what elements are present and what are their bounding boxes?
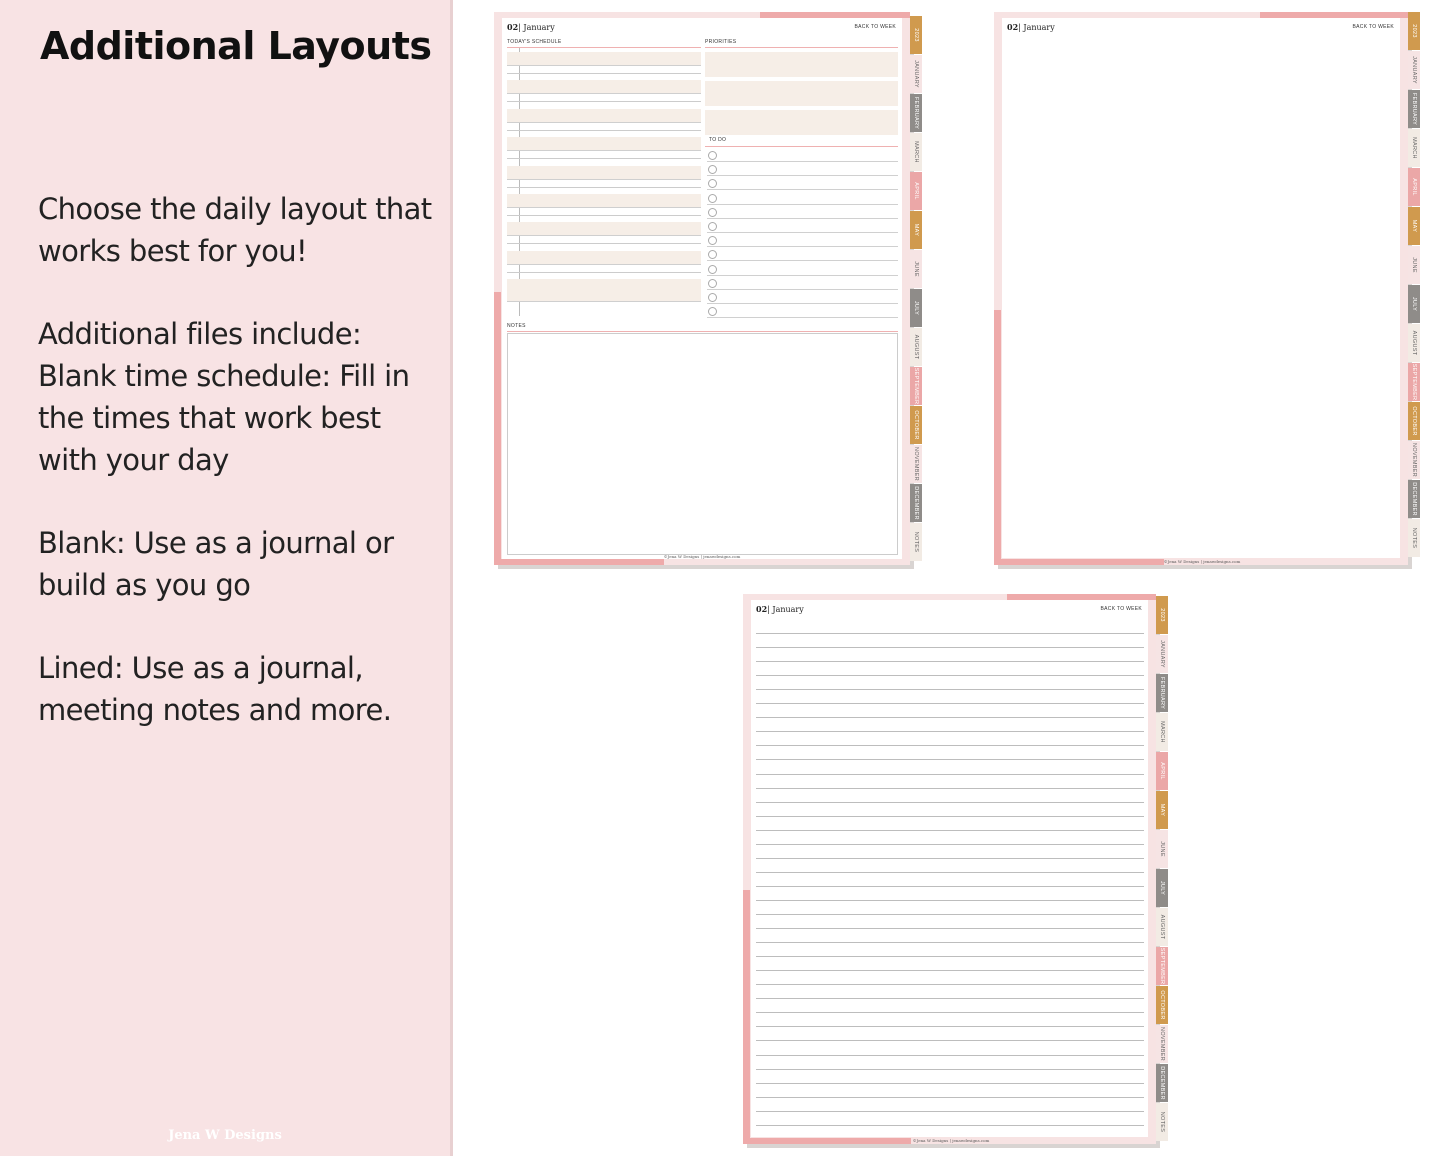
priorities-rule [705,47,898,48]
month-tab-label: 2023 [1411,24,1417,38]
todo-item[interactable] [707,290,898,304]
month-tab[interactable] [910,289,922,327]
schedule-slot[interactable] [507,166,701,180]
month-tab-label: MARCH [913,141,919,163]
month-tab[interactable] [1156,986,1168,1024]
writing-line [756,914,1144,915]
writing-line [756,1083,1144,1084]
writing-line [756,1069,1144,1070]
month-tab-label: NOTES [913,531,919,553]
page-content [751,600,1148,1143]
month-tab[interactable] [910,250,922,288]
page-date: 02| January [756,604,804,614]
month-tab-label: APRIL [1159,762,1165,780]
schedule-slot[interactable] [507,109,701,123]
writing-line [756,816,1144,817]
todo-label: TO DO [709,137,727,143]
month-tab-label: SEPTEMBER [1159,947,1165,985]
description-line: Lined: Use as a journal, meeting notes and more. [38,651,392,727]
info-panel [0,0,450,1156]
writing-line [756,633,1144,634]
writing-line [756,844,1144,845]
month-tab-label: JUNE [1411,257,1417,273]
writing-line [756,1097,1144,1098]
priority-box[interactable] [705,52,898,77]
left-accent [743,890,750,1144]
description-line: Blank: Use as a journal or build as you go [38,526,394,602]
writing-line [756,956,1144,957]
todo-item[interactable] [707,276,898,290]
panel-description [38,188,438,772]
month-tab[interactable] [1408,90,1420,128]
month-tab-label: NOVEMBER [913,447,919,481]
checkbox-circle-icon[interactable] [708,250,717,259]
month-tab[interactable] [1156,635,1168,673]
month-tab[interactable] [910,484,922,522]
todo-rule [705,146,898,147]
daily-schedule-page [494,12,919,565]
month-tab-label: FEBRUARY [1159,676,1165,710]
priority-box[interactable] [705,110,898,135]
month-tab[interactable] [910,445,922,483]
month-tab-label: MAY [1411,219,1417,233]
todo-item[interactable] [707,233,898,247]
writing-line [756,647,1144,648]
checkbox-circle-icon[interactable] [708,165,717,174]
month-tab[interactable] [910,328,922,366]
schedule-half-line [507,130,701,131]
checkbox-circle-icon[interactable] [708,265,717,274]
writing-line [756,830,1144,831]
month-tab-label: JULY [913,300,919,316]
writing-line [756,703,1144,704]
month-tab[interactable] [1408,285,1420,323]
month-tab[interactable] [1408,207,1420,245]
bottom-accent [743,1138,911,1144]
month-tab-label: JULY [1411,296,1417,312]
writing-line [756,872,1144,873]
checkbox-circle-icon[interactable] [708,194,717,203]
month-tab[interactable] [1156,947,1168,985]
schedule-rule [507,47,701,48]
month-tab[interactable] [1156,1064,1168,1102]
todo-item[interactable] [707,148,898,162]
schedule-half-line [507,101,701,102]
writing-line [756,886,1144,887]
schedule-slot[interactable] [507,52,701,66]
blank-page [994,12,1417,565]
month-tab-label: SEPTEMBER [1411,363,1417,401]
month-tab[interactable] [1408,51,1420,89]
month-tab[interactable] [1156,791,1168,829]
page-date: 02| January [1007,22,1055,32]
left-accent [494,292,501,565]
month-tab[interactable] [910,406,922,444]
month-tab[interactable] [910,16,922,54]
todo-item[interactable] [707,304,898,318]
schedule-half-line [507,158,701,159]
month-tab-label: JANUARY [1411,56,1417,84]
lined-page [743,594,1165,1144]
month-tab[interactable] [1408,246,1420,284]
checkbox-circle-icon[interactable] [708,293,717,302]
month-tab-label: 2023 [913,28,919,42]
month-tab[interactable] [1156,674,1168,712]
page-footer: ©Jena W Designs | jenawdesigns.com [663,554,741,559]
checkbox-circle-icon[interactable] [708,307,717,316]
back-to-week-link[interactable]: BACK TO WEEK [854,24,896,30]
notes-rule [507,331,898,332]
schedule-slot[interactable] [507,194,701,208]
month-tab[interactable] [1408,519,1420,557]
schedule-label: TODAY'S SCHEDULE [507,39,562,45]
month-tab-label: JANUARY [1159,640,1165,668]
month-tab[interactable] [1408,480,1420,518]
schedule-half-line [507,243,701,244]
writing-line [756,858,1144,859]
month-tab[interactable] [1156,752,1168,790]
checkbox-circle-icon[interactable] [708,208,717,217]
todo-item[interactable] [707,219,898,233]
schedule-half-line [507,187,701,188]
checkbox-circle-icon[interactable] [708,151,717,160]
month-tab-label: SEPTEMBER [913,367,919,405]
month-tab-label: MARCH [1411,137,1417,159]
writing-line [756,998,1144,999]
month-tab[interactable] [1408,129,1420,167]
month-tab-label: NOTES [1159,1111,1165,1133]
month-tab-label: APRIL [1411,178,1417,196]
writing-line [756,689,1144,690]
writing-line [756,717,1144,718]
writing-line [756,731,1144,732]
month-tabs [1156,596,1168,1142]
month-tab-label: OCTOBER [1411,406,1417,436]
month-tabs [1408,12,1420,558]
month-tab-label: NOVEMBER [1411,443,1417,477]
month-tab-label: 2023 [1159,608,1165,622]
page-sheet [494,12,910,565]
month-tab[interactable] [1408,402,1420,440]
month-tab-label: JULY [1159,880,1165,896]
month-tab-label: NOTES [1411,527,1417,549]
bottom-accent [494,559,664,565]
todo-item[interactable] [707,176,898,190]
writing-line [756,774,1144,775]
page-footer: ©Jena W Designs | jenawdesigns.com [912,1138,990,1143]
month-tab-label: JUNE [1159,841,1165,857]
writing-line [756,928,1144,929]
description-line: Choose the daily layout that works best for you! [38,192,432,268]
writing-line [756,759,1144,760]
brand-watermark: Jena W Designs [168,1128,282,1143]
month-tab[interactable] [1156,713,1168,751]
schedule-slot[interactable] [507,288,701,302]
checkbox-circle-icon[interactable] [708,179,717,188]
back-to-week-link[interactable]: BACK TO WEEK [1352,24,1394,30]
month-tab-label: DECEMBER [913,486,919,520]
month-tab[interactable] [1156,908,1168,946]
writing-line [756,1026,1144,1027]
writing-line [756,802,1144,803]
schedule-slot[interactable] [507,80,701,94]
page-sheet [743,594,1156,1144]
todo-item[interactable] [707,162,898,176]
writing-line [756,1125,1144,1126]
schedule-slot[interactable] [507,137,701,151]
month-tab[interactable] [1408,324,1420,362]
writing-line [756,1055,1144,1056]
bottom-accent [994,559,1164,565]
schedule-half-line [507,272,701,273]
month-tab-label: DECEMBER [1411,482,1417,516]
writing-line [756,942,1144,943]
page-sheet [994,12,1408,565]
panel-title: Additional Layouts [40,24,432,68]
writing-line [756,661,1144,662]
month-tab-label: FEBRUARY [1411,92,1417,126]
todo-item[interactable] [707,191,898,205]
month-tab[interactable] [910,211,922,249]
writing-line [756,1012,1144,1013]
month-tab[interactable] [910,172,922,210]
month-tab[interactable] [910,94,922,132]
month-tab-label: APRIL [913,182,919,200]
left-accent [994,310,1001,565]
writing-line [756,675,1144,676]
month-tab-label: OCTOBER [1159,990,1165,1020]
page-date: 02| January [507,22,555,32]
month-tab[interactable] [1408,441,1420,479]
schedule-half-line [507,73,701,74]
month-tab-label: AUGUST [913,334,919,360]
schedule-slot[interactable] [507,251,701,265]
schedule-slot[interactable] [507,222,701,236]
panel-divider [450,0,453,1156]
month-tab[interactable] [1156,1025,1168,1063]
month-tab-label: MAY [913,223,919,237]
priorities-label: PRIORITIES [705,39,737,45]
month-tab[interactable] [1408,363,1420,401]
page-footer: ©Jena W Designs | jenawdesigns.com [1163,559,1241,564]
month-tab-label: OCTOBER [913,410,919,440]
back-to-week-link[interactable]: BACK TO WEEK [1100,606,1142,612]
todo-item[interactable] [707,205,898,219]
description-line: Additional files include: Blank time schedule: Fill in the times that work best with your day [38,317,410,477]
month-tab[interactable] [910,367,922,405]
month-tabs [910,16,922,562]
todo-item[interactable] [707,247,898,261]
month-tab-label: JANUARY [913,60,919,88]
writing-line [756,1040,1144,1041]
month-tab-label: MARCH [1159,721,1165,743]
month-tab[interactable] [1408,168,1420,206]
checkbox-circle-icon[interactable] [708,279,717,288]
month-tab-label: AUGUST [1159,914,1165,940]
month-tab-label: DECEMBER [1159,1066,1165,1100]
notes-area[interactable] [507,333,898,555]
writing-line [756,970,1144,971]
month-tab[interactable] [1156,869,1168,907]
checkbox-circle-icon[interactable] [708,222,717,231]
month-tab[interactable] [1156,596,1168,634]
month-tab-label: NOVEMBER [1159,1027,1165,1061]
page-content [502,18,902,559]
writing-line [756,900,1144,901]
schedule-half-line [507,215,701,216]
month-tab[interactable] [910,523,922,561]
notes-label: NOTES [507,323,526,329]
month-tab[interactable] [1408,12,1420,50]
todo-item[interactable] [707,262,898,276]
writing-line [756,1111,1144,1112]
page-content [1002,18,1400,564]
priority-box[interactable] [705,81,898,106]
month-tab[interactable] [910,133,922,171]
writing-line [756,984,1144,985]
checkbox-circle-icon[interactable] [708,236,717,245]
month-tab-label: FEBRUARY [913,96,919,130]
month-tab-label: AUGUST [1411,330,1417,356]
month-tab[interactable] [1156,1103,1168,1141]
writing-line [756,788,1144,789]
writing-line [756,745,1144,746]
month-tab-label: JUNE [913,261,919,277]
month-tab-label: MAY [1159,803,1165,817]
month-tab[interactable] [910,55,922,93]
month-tab[interactable] [1156,830,1168,868]
